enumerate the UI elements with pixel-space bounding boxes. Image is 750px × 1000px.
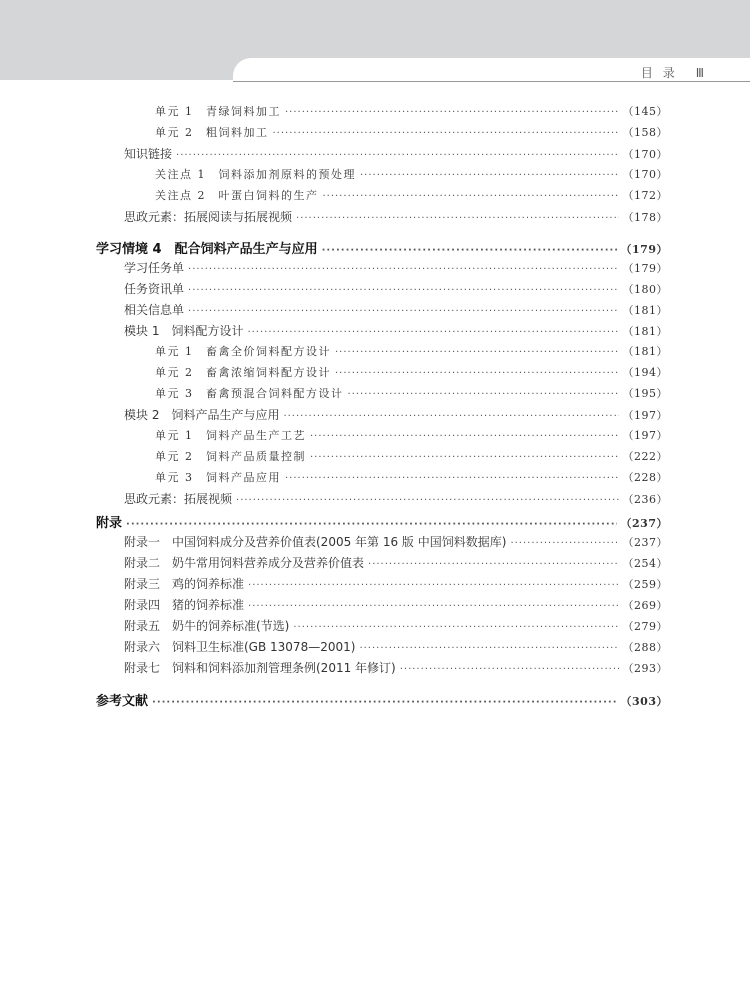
toc-entry[interactable] [124,145,668,165]
toc-entry[interactable] [124,617,668,637]
toc-entry-page: （181） [622,304,668,317]
leader-dots [152,697,617,708]
toc-entry-label: 单元 2 畜禽浓缩饲料配方设计 [155,366,331,379]
toc-entry-label: 任务资讯单 [124,282,185,296]
running-header-title: 目 录 [640,66,678,80]
toc-entry-label: 附录六 饲料卫生标准(GB 13078—2001) [124,640,356,654]
leader-dots [273,128,619,139]
toc-entry-label: 附录二 奶牛常用饲料营养成分及营养价值表 [124,556,365,570]
toc-entry[interactable] [124,322,668,342]
toc-entry-page: （179） [622,262,668,275]
toc-entry-page: （181） [622,325,668,338]
toc-entry-label: 思政元素：拓展阅读与拓展视频 [124,210,293,224]
leader-dots [126,519,617,530]
toc-entry-page: （197） [622,409,668,422]
toc-entry-page: （293） [622,662,668,675]
toc-entry[interactable] [124,638,668,658]
toc-entry-label: 思政元素：拓展视频 [124,492,233,506]
toc-entry-label: 知识链接 [124,147,173,161]
toc-entry[interactable] [155,385,668,405]
toc-entry-page: （222） [622,450,668,463]
toc-entry-page: （172） [622,189,668,202]
toc-entry[interactable] [155,187,668,207]
toc-entry-page: （279） [622,620,668,633]
toc-entry-label: 模块 1 饲料配方设计 [124,324,244,338]
toc-entry-page: （178） [622,211,668,224]
toc-entry-label: 单元 2 饲料产品质量控制 [155,450,306,463]
header-rule [233,81,750,82]
toc-entry-page: （236） [622,493,668,506]
leader-dots [285,473,619,484]
leader-dots [236,495,618,506]
toc-entry-label: 关注点 1 饲料添加剂原料的预处理 [155,168,356,181]
leader-dots [323,191,619,202]
toc-entry[interactable] [155,469,668,489]
toc-section-label: 附录 [96,516,123,531]
toc-entry-page: （194） [622,366,668,379]
toc-section[interactable] [96,512,668,532]
leader-dots [335,368,619,379]
leader-dots [359,643,618,654]
toc-entry[interactable] [124,659,668,679]
leader-dots [400,664,619,675]
toc-entry[interactable] [155,166,668,186]
toc-entry-label: 附录五 奶牛的饲养标准(节选) [124,619,290,633]
toc-entry-page: （170） [622,168,668,181]
leader-dots [248,580,618,591]
toc-entry-label: 单元 3 饲料产品应用 [155,471,281,484]
toc-entry-page: （228） [622,471,668,484]
toc-entry-label: 单元 1 饲料产品生产工艺 [155,429,306,442]
toc-entry-label: 附录一 中国饲料成分及营养价值表(2005 年第 16 版 中国饲料数据库) [124,535,507,549]
toc-entry-page: （254） [622,557,668,570]
toc-entry-page: （181） [622,345,668,358]
toc-entry-page: （197） [622,429,668,442]
leader-dots [360,170,619,181]
toc-entry-label: 关注点 2 叶蛋白饲料的生产 [155,189,319,202]
toc-entry-page: （237） [622,536,668,549]
toc-entry-label: 单元 1 青绿饲料加工 [155,105,281,118]
toc-entry-label: 附录七 饲料和饲料添加剂管理条例(2011 年修订) [124,661,396,675]
leader-dots [310,431,619,442]
toc-entry[interactable] [124,596,668,616]
leader-dots [247,327,618,338]
leader-dots [510,538,618,549]
page-numeral: Ⅲ [695,66,704,80]
toc-entry-label: 单元 1 畜禽全价饲料配方设计 [155,345,331,358]
toc-entry[interactable] [124,208,668,228]
toc-entry-page: （269） [622,599,668,612]
leader-dots [296,213,618,224]
toc-section[interactable] [96,238,668,258]
leader-dots [310,452,619,463]
toc-entry-label: 学习任务单 [124,261,185,275]
toc-entry[interactable] [124,554,668,574]
leader-dots [368,559,618,570]
leader-dots [188,285,618,296]
toc-entry-label: 模块 2 饲料产品生产与应用 [124,408,280,422]
toc-entry-page: （170） [622,148,668,161]
toc-entry-label: 附录三 鸡的饲养标准 [124,577,245,591]
toc-entry-page: （145） [622,105,668,118]
leader-dots [188,306,618,317]
leader-dots [176,150,618,161]
running-header [641,64,704,81]
toc-entry[interactable] [155,124,668,144]
toc-entry[interactable] [124,533,668,553]
toc-entry[interactable] [124,259,668,279]
toc-entry-label: 附录四 猪的饲养标准 [124,598,245,612]
toc-entry-page: （180） [622,283,668,296]
leader-dots [283,411,618,422]
toc-entry-label: 单元 3 畜禽预混合饲料配方设计 [155,387,344,400]
toc-entry-page: （158） [622,126,668,139]
leader-dots [348,389,619,400]
toc-entry[interactable] [155,103,668,123]
toc-entry[interactable] [155,343,668,363]
leader-dots [248,601,618,612]
toc-section-page: （179） [620,243,668,256]
toc-entry[interactable] [124,406,668,426]
toc-entry-label: 相关信息单 [124,303,185,317]
toc-entry[interactable] [155,427,668,447]
toc-entry-page: （259） [622,578,668,591]
leader-dots [322,245,617,256]
toc-section-label: 参考文献 [96,694,149,709]
toc-entry[interactable] [124,490,668,510]
toc-section-label: 学习情境 4 配合饲料产品生产与应用 [96,242,318,257]
leader-dots [285,107,619,118]
toc-section[interactable] [96,690,668,710]
toc-section-page: （237） [620,517,668,530]
toc-entry-page: （288） [622,641,668,654]
leader-dots [293,622,618,633]
toc-section-page: （303） [620,695,668,708]
toc-entry[interactable] [124,280,668,300]
leader-dots [335,347,619,358]
toc-entry-page: （195） [622,387,668,400]
toc-entry[interactable] [124,575,668,595]
toc-entry-label: 单元 2 粗饲料加工 [155,126,269,139]
toc-entry[interactable] [155,364,668,384]
toc-entry[interactable] [155,448,668,468]
leader-dots [188,264,618,275]
toc-entry[interactable] [124,301,668,321]
